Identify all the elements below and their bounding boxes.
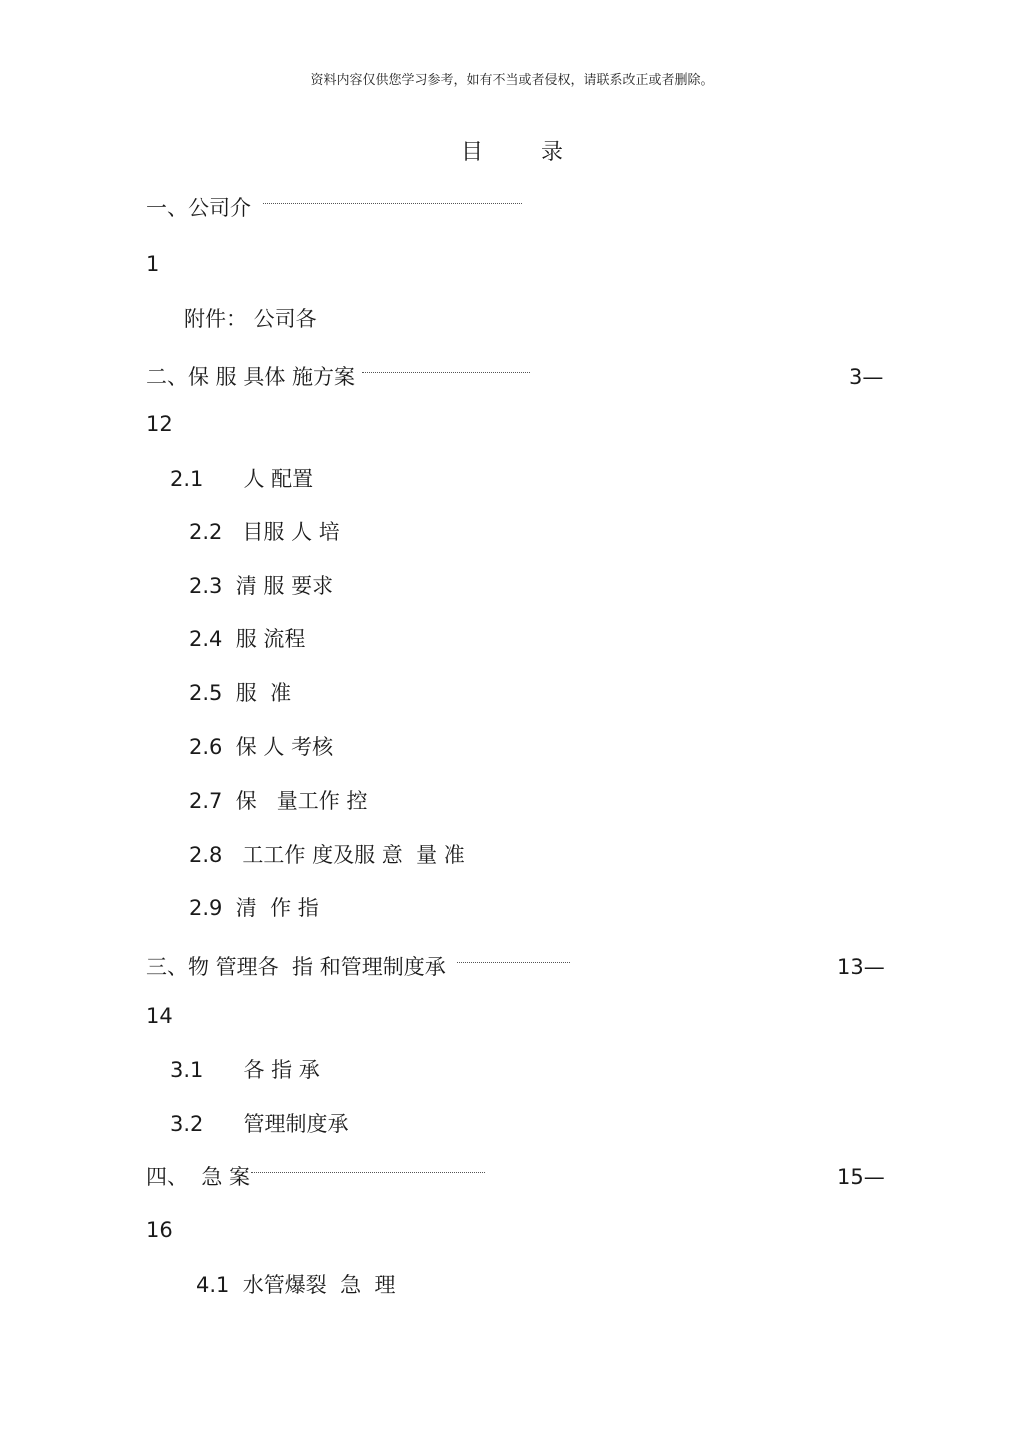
toc-item-2-8: 2.8 工工作 度及服 意 量 准 [189, 843, 465, 867]
header-disclaimer: 资料内容仅供您学习参考，如有不当或者侵权，请联系改正或者删除。 [310, 73, 714, 88]
toc-section-2-page: 3— [849, 365, 884, 389]
toc-item-3-2: 3.2 管理制度承 [170, 1112, 349, 1136]
toc-item-3-1: 3.1 各 指 承 [170, 1058, 320, 1082]
toc-item-2-5: 2.5 服 准 [189, 681, 292, 705]
toc-section-1-page: 1 [146, 252, 160, 276]
toc-title-right: 录 [541, 140, 564, 165]
toc-section-3-leader [457, 962, 570, 963]
toc-item-2-1: 2.1 人 配置 [170, 467, 314, 491]
toc-item-4-1: 4.1 水管爆裂 急 理 [196, 1273, 396, 1297]
toc-section-2-title: 二、保 服 具体 施方案 [146, 365, 356, 389]
toc-section-4-page-wrap: 16 [146, 1218, 173, 1242]
toc-section-4-page: 15— [837, 1165, 885, 1189]
toc-section-3-page: 13— [837, 955, 885, 979]
toc-section-2-leader [362, 372, 530, 373]
toc-item-2-2: 2.2 目服 人 培 [189, 520, 340, 544]
toc-section-4-leader [251, 1172, 485, 1173]
toc-item-2-4: 2.4 服 流程 [189, 627, 306, 651]
toc-title [0, 142, 1024, 164]
toc-section-1-attachment: 附件： 公司各 [184, 307, 317, 331]
toc-section-2-page-wrap: 12 [146, 412, 173, 436]
toc-item-2-3: 2.3 清 服 要求 [189, 574, 334, 598]
toc-item-2-9: 2.9 清 作 指 [189, 896, 319, 920]
toc-section-1-leader [263, 203, 522, 204]
toc-item-2-7: 2.7 保 量工作 控 [189, 789, 368, 813]
toc-title-left: 目 [460, 140, 483, 165]
toc-section-4-title: 四、 急 案 [146, 1165, 251, 1189]
toc-section-3-title: 三、物 管理各 指 和管理制度承 [146, 955, 446, 979]
toc-section-3-page-wrap: 14 [146, 1004, 173, 1028]
toc-section-1-title: 一、公司介 [146, 196, 251, 220]
toc-item-2-6: 2.6 保 人 考核 [189, 735, 334, 759]
